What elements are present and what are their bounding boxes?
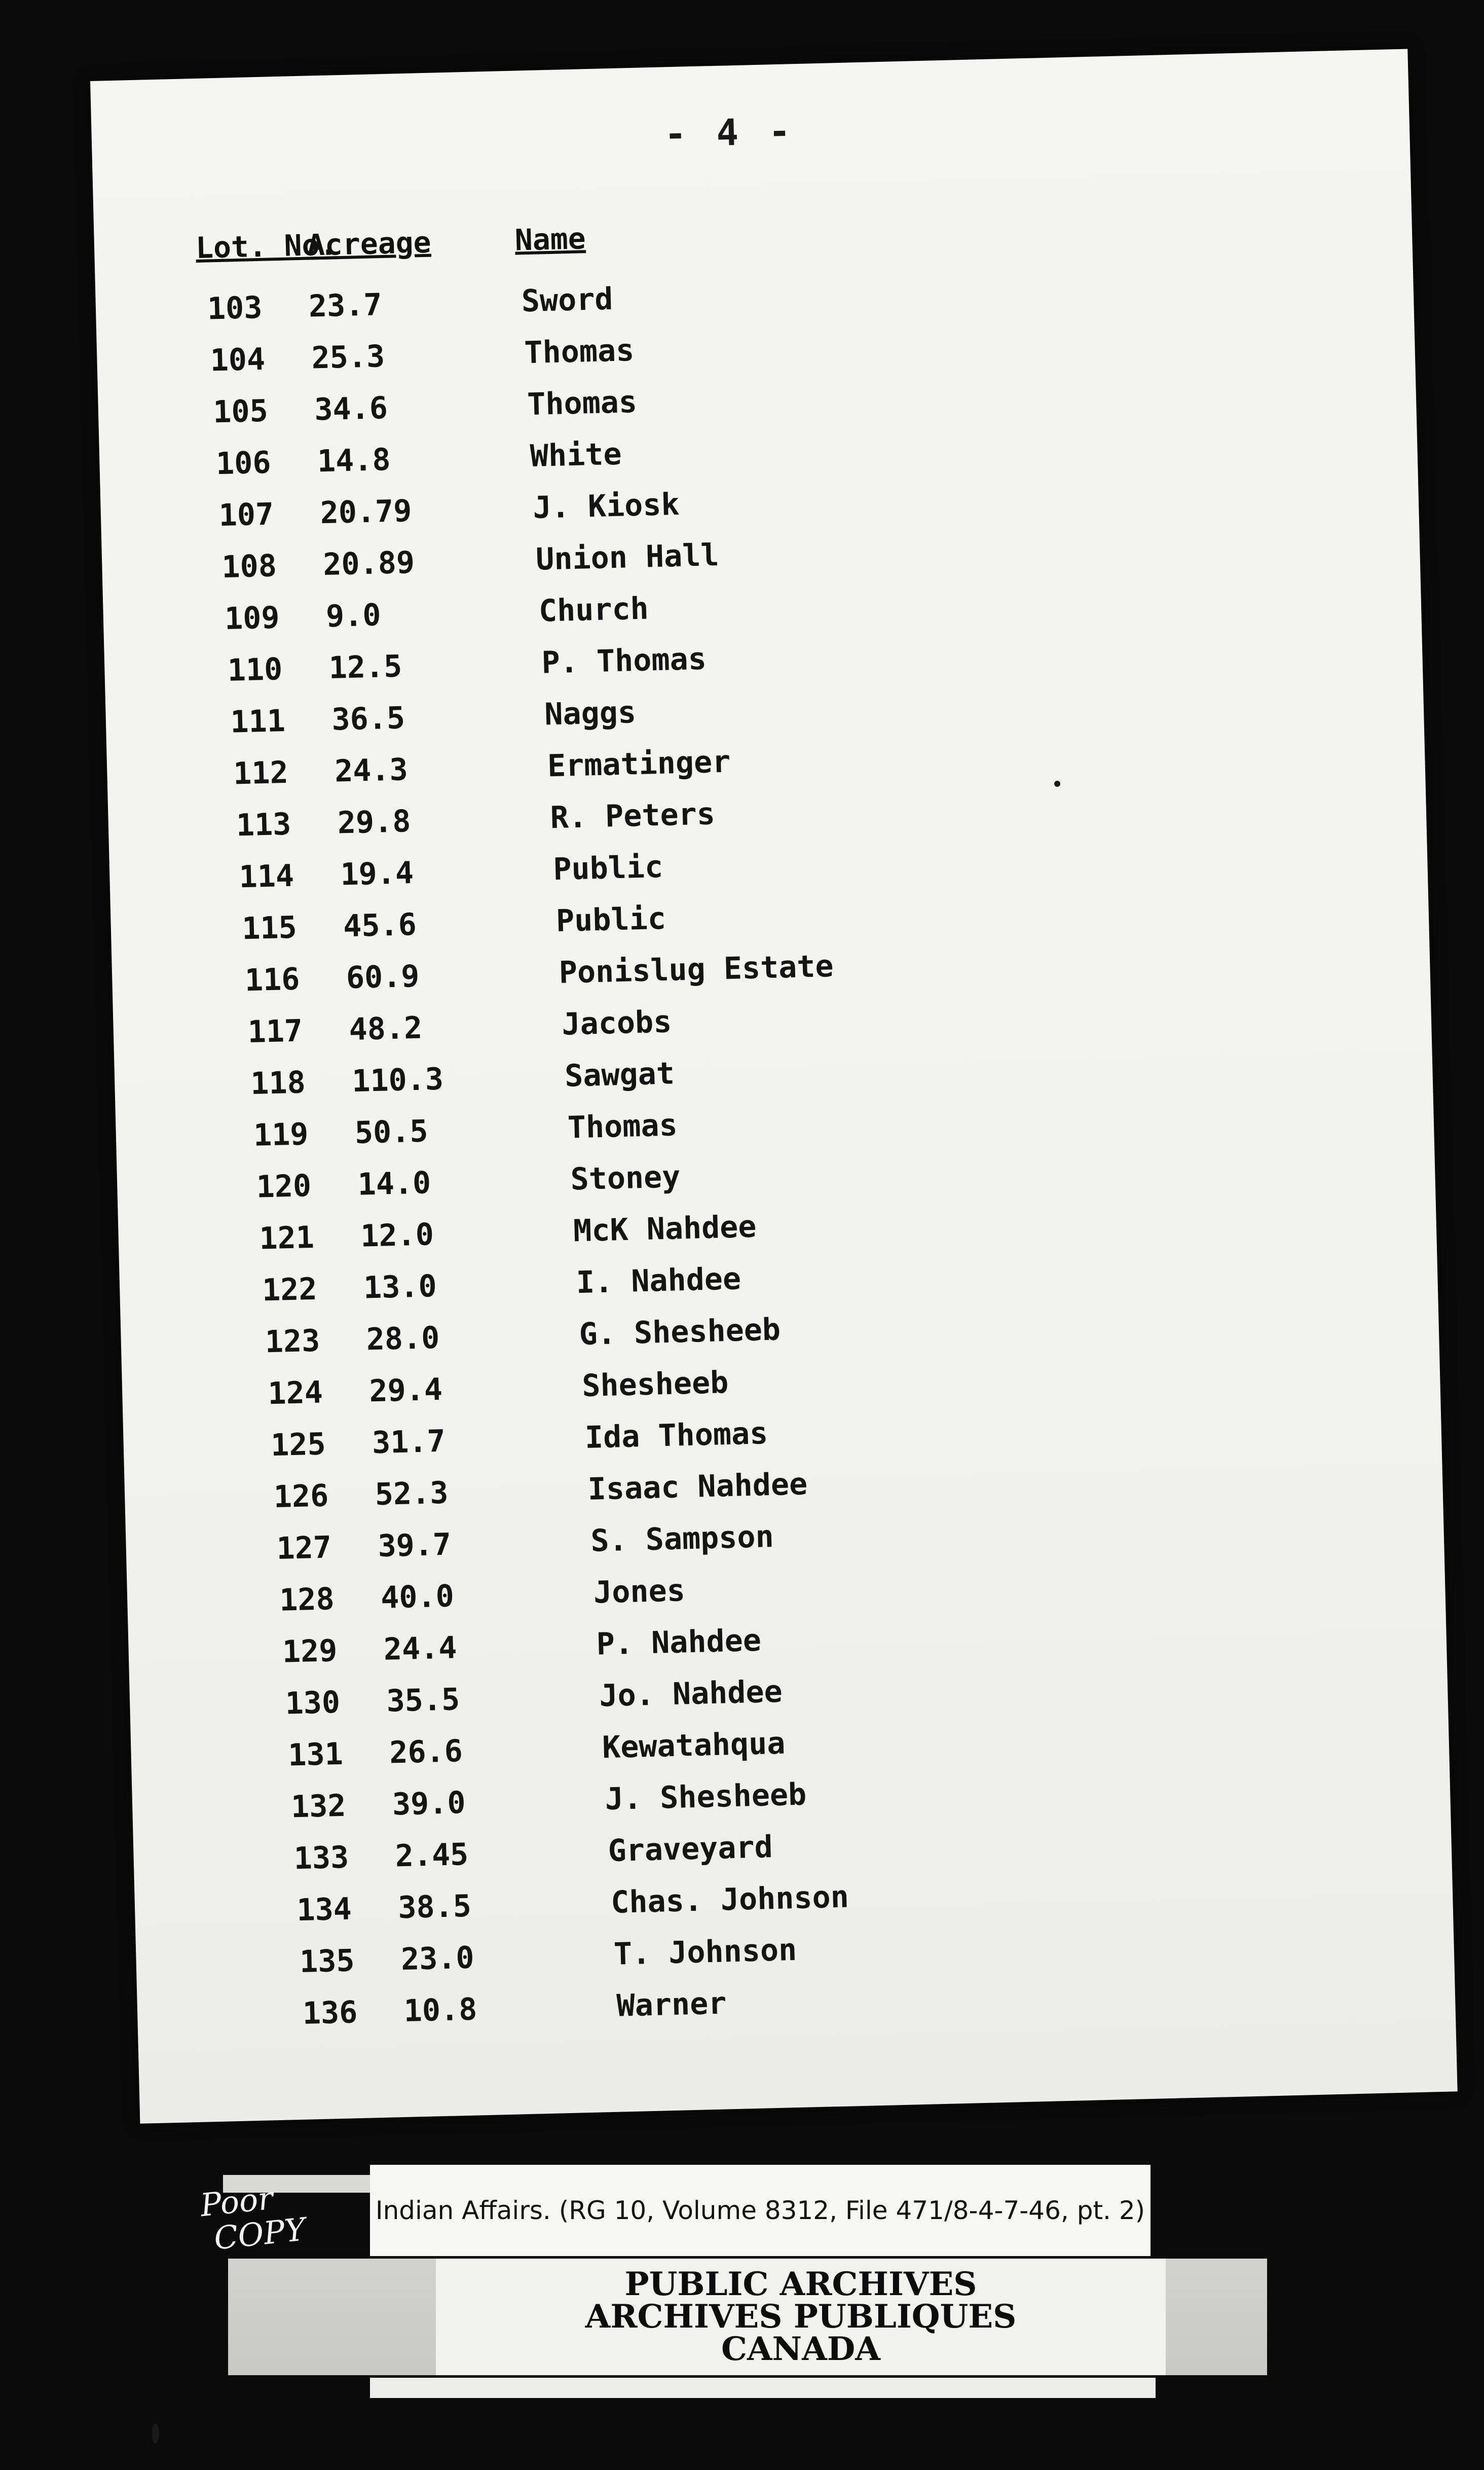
lot-number: 110	[227, 651, 283, 688]
lot-number: 127	[276, 1530, 332, 1567]
lot-number: 111	[230, 703, 286, 740]
lot-number: 113	[236, 806, 292, 844]
owner-name: Public	[555, 900, 666, 939]
lot-number: 125	[270, 1426, 326, 1464]
owner-name: Ida Thomas	[584, 1415, 769, 1456]
acreage-value: 12.5	[328, 648, 403, 686]
owner-name: P. Thomas	[541, 641, 707, 681]
acreage-value: 28.0	[365, 1320, 440, 1358]
header-name: Name	[514, 221, 586, 258]
acreage-value: 36.5	[331, 700, 405, 738]
lot-number: 112	[233, 754, 289, 792]
owner-name: Jacobs	[561, 1004, 673, 1042]
header-lot-no: Lot. No.	[195, 227, 338, 266]
lot-number: 129	[282, 1633, 338, 1670]
owner-name: Kewatahqua	[602, 1725, 786, 1766]
stamp-line-1: Poor	[198, 2179, 275, 2224]
acreage-value: 9.0	[325, 597, 382, 634]
acreage-value: 2.45	[394, 1836, 469, 1874]
owner-name: S. Sampson	[590, 1518, 774, 1559]
owner-name: Isaac Nahdee	[587, 1466, 808, 1507]
lot-number: 134	[296, 1891, 352, 1929]
acreage-value: 14.8	[317, 442, 391, 480]
acreage-value: 31.7	[372, 1423, 446, 1461]
owner-name: Church	[538, 591, 649, 629]
lot-number: 123	[265, 1323, 321, 1360]
lot-number: 126	[273, 1478, 329, 1515]
lot-number: 124	[267, 1374, 323, 1412]
owner-name: Sword	[521, 281, 614, 319]
lot-number: 105	[212, 393, 269, 430]
lot-number: 131	[287, 1736, 344, 1773]
owner-name: Jones	[593, 1573, 686, 1611]
owner-name: I. Nahdee	[576, 1261, 741, 1301]
acreage-value: 24.4	[383, 1630, 458, 1667]
acreage-value: 35.5	[386, 1682, 460, 1719]
archive-label	[436, 2259, 1166, 2375]
lot-number: 136	[302, 1994, 358, 2031]
reference-caption: Indian Affairs. (RG 10, Volume 8312, File 471/8-4-7-46, pt. 2)	[370, 2165, 1151, 2256]
owner-name: Thomas	[524, 332, 635, 371]
acreage-value: 50.5	[354, 1113, 429, 1151]
lot-number: 128	[279, 1581, 335, 1618]
owner-name: McK Nahdee	[573, 1209, 757, 1249]
acreage-value: 38.5	[397, 1888, 472, 1926]
lot-number: 103	[207, 289, 263, 327]
acreage-value: 29.8	[337, 803, 412, 841]
acreage-value: 40.0	[380, 1578, 455, 1616]
acreage-value: 10.8	[403, 1991, 478, 2029]
stamp-line-2: COPY	[212, 2210, 308, 2258]
owner-name: Public	[552, 849, 663, 888]
acreage-value: 45.6	[343, 906, 417, 945]
owner-name: Warner	[616, 1985, 727, 2024]
lot-number: 117	[247, 1013, 303, 1050]
document-page	[90, 49, 1458, 2123]
owner-name: Graveyard	[607, 1829, 773, 1869]
owner-name: Sawgat	[564, 1056, 675, 1094]
acreage-value: 110.3	[351, 1061, 444, 1099]
acreage-value: 29.4	[368, 1371, 443, 1409]
owner-name: Ermatinger	[547, 744, 731, 784]
owner-name: T. Johnson	[613, 1932, 797, 1972]
acreage-value: 34.6	[314, 390, 388, 428]
archive-label-line-2: ARCHIVES PUBLIQUES	[585, 2298, 1017, 2336]
owner-name: G. Shesheeb	[578, 1312, 781, 1353]
acreage-value: 26.6	[389, 1733, 463, 1771]
lot-number: 114	[238, 858, 294, 895]
lot-number: 120	[255, 1168, 312, 1205]
acreage-value: 25.3	[311, 338, 385, 376]
acreage-value: 23.7	[308, 287, 383, 324]
acreage-value: 20.89	[322, 544, 415, 583]
acreage-value: 20.79	[319, 493, 413, 531]
acreage-value: 19.4	[340, 855, 414, 893]
owner-name: J. Shesheeb	[605, 1776, 807, 1818]
archive-label-line-1: PUBLIC ARCHIVES	[624, 2265, 977, 2303]
owner-name: White	[530, 436, 622, 475]
acreage-value: 14.0	[357, 1165, 432, 1203]
lot-number: 116	[244, 961, 301, 999]
owner-name: Thomas	[567, 1107, 678, 1146]
owner-name: Stoney	[570, 1159, 681, 1197]
owner-name: Union Hall	[535, 537, 720, 577]
lot-number: 104	[209, 341, 266, 379]
owner-name: J. Kiosk	[532, 486, 680, 526]
owner-name: P. Nahdee	[596, 1622, 762, 1662]
lot-number: 115	[241, 910, 298, 947]
owner-name: Ponislug Estate	[558, 948, 834, 991]
owner-name: R. Peters	[549, 796, 716, 836]
owner-name: Jo. Nahdee	[599, 1674, 783, 1714]
acreage-value: 60.9	[346, 958, 420, 996]
acreage-value: 24.3	[334, 752, 409, 789]
acreage-value: 52.3	[375, 1475, 449, 1513]
lot-number: 132	[290, 1788, 347, 1825]
archive-label-line-3: CANADA	[721, 2330, 880, 2368]
lot-number: 122	[262, 1271, 318, 1309]
acreage-value: 39.0	[392, 1785, 466, 1823]
owner-name: Chas. Johnson	[610, 1879, 849, 1920]
acreage-value: 12.0	[360, 1217, 434, 1254]
lot-number: 133	[293, 1839, 349, 1877]
owner-name: Thomas	[527, 384, 638, 423]
owner-name: Shesheeb	[581, 1365, 729, 1404]
lot-number: 119	[253, 1116, 309, 1153]
acreage-value: 39.7	[377, 1527, 452, 1564]
label-underline-strip	[370, 2378, 1156, 2398]
acreage-value: 13.0	[363, 1268, 437, 1306]
film-speck	[1054, 781, 1060, 787]
lot-number: 130	[284, 1684, 341, 1722]
lot-number: 118	[250, 1065, 306, 1102]
archive-label-strip	[228, 2259, 1267, 2375]
lot-number: 121	[258, 1219, 315, 1257]
acreage-value: 48.2	[348, 1010, 423, 1048]
lot-number: 107	[218, 496, 275, 534]
lot-number: 108	[221, 548, 277, 585]
owner-name: Naggs	[544, 695, 637, 733]
page-number: - 4 -	[663, 110, 795, 156]
header-acreage: Acreage	[307, 225, 432, 263]
lot-number: 109	[224, 600, 280, 637]
lot-number: 106	[215, 445, 272, 482]
acreage-value: 23.0	[400, 1940, 475, 1978]
film-speck	[152, 2423, 159, 2444]
lot-number: 135	[299, 1943, 355, 1980]
